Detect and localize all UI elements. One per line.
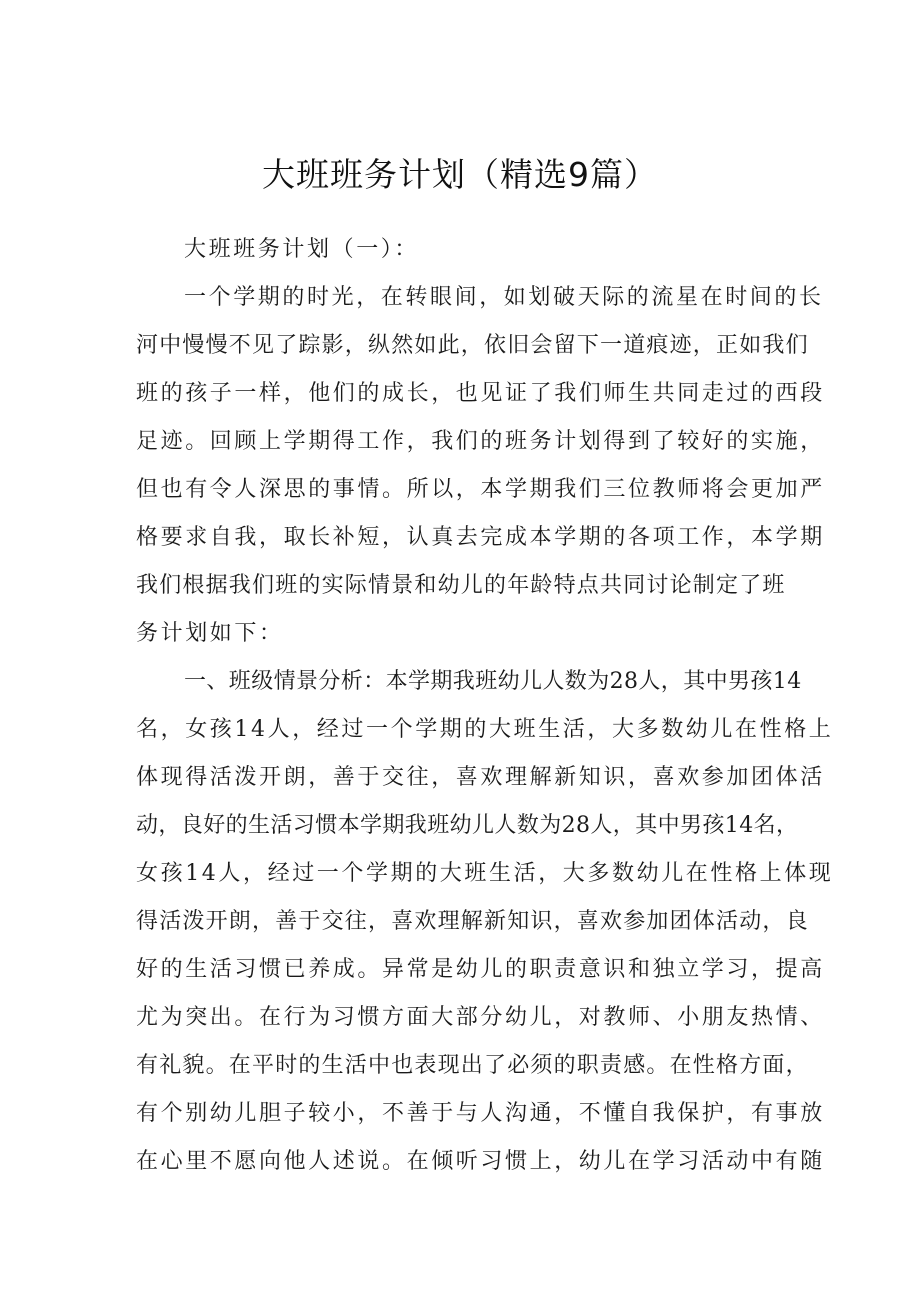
- paragraph-line: 女孩14人，经过一个学期的大班生活，大多数幼儿在性格上体现: [136, 861, 834, 886]
- paragraph-line: 足迹。回顾上学期得工作，我们的班务计划得到了较好的实施，: [136, 429, 825, 454]
- paragraph-line: 有个别幼儿胆子较小，不善于与人沟通，不懂自我保护，有事放: [136, 1101, 825, 1126]
- paragraph-line: 班的孩子一样，他们的成长，也见证了我们师生共同走过的西段: [136, 381, 825, 406]
- paragraph-line: 好的生活习惯已养成。异常是幼儿的职责意识和独立学习，提高: [136, 957, 825, 982]
- paragraph-line: 动，良好的生活习惯本学期我班幼儿人数为28人，其中男孩14名，: [136, 813, 799, 838]
- paragraph-line: 河中慢慢不见了踪影，纵然如此，依旧会留下一道痕迹，正如我们: [136, 333, 809, 358]
- paragraph-line: 体现得活泼开朗，善于交往，喜欢理解新知识，喜欢参加团体活: [136, 765, 825, 790]
- paragraph-line: 我们根据我们班的实际情景和幼儿的年龄特点共同讨论制定了班: [136, 573, 786, 598]
- section-heading: 大班班务计划（一）：: [184, 237, 420, 262]
- paragraph-2: [136, 658, 834, 1186]
- paragraph-line: 得活泼开朗，善于交往，喜欢理解新知识，喜欢参加团体活动，良: [136, 909, 809, 934]
- document-title: 大班班务计划（精选9篇）: [262, 155, 658, 194]
- paragraph-line: 一、班级情景分析：本学期我班幼儿人数为28人，其中男孩14: [184, 669, 802, 694]
- paragraph-line: 格要求自我，取长补短，认真去完成本学期的各项工作，本学期: [136, 525, 825, 550]
- paragraph-line: 有礼貌。在平时的生活中也表现出了必须的职责感。在性格方面，: [136, 1053, 809, 1078]
- paragraph-line: 务计划如下：: [136, 621, 284, 646]
- paragraph-1: [136, 274, 825, 658]
- paragraph-line: 尤为突出。在行为习惯方面大部分幼儿，对教师、小朋友热情、: [136, 1005, 825, 1030]
- paragraph-line: 但也有令人深思的事情。所以，本学期我们三位教师将会更加严: [136, 477, 825, 502]
- paragraph-line: 在心里不愿向他人述说。在倾听习惯上，幼儿在学习活动中有随: [136, 1149, 825, 1174]
- paragraph-line: 一个学期的时光，在转眼间，如划破天际的流星在时间的长: [184, 285, 824, 310]
- paragraph-line: 名，女孩14人，经过一个学期的大班生活，大多数幼儿在性格上: [136, 717, 834, 742]
- document-body: [136, 226, 834, 1186]
